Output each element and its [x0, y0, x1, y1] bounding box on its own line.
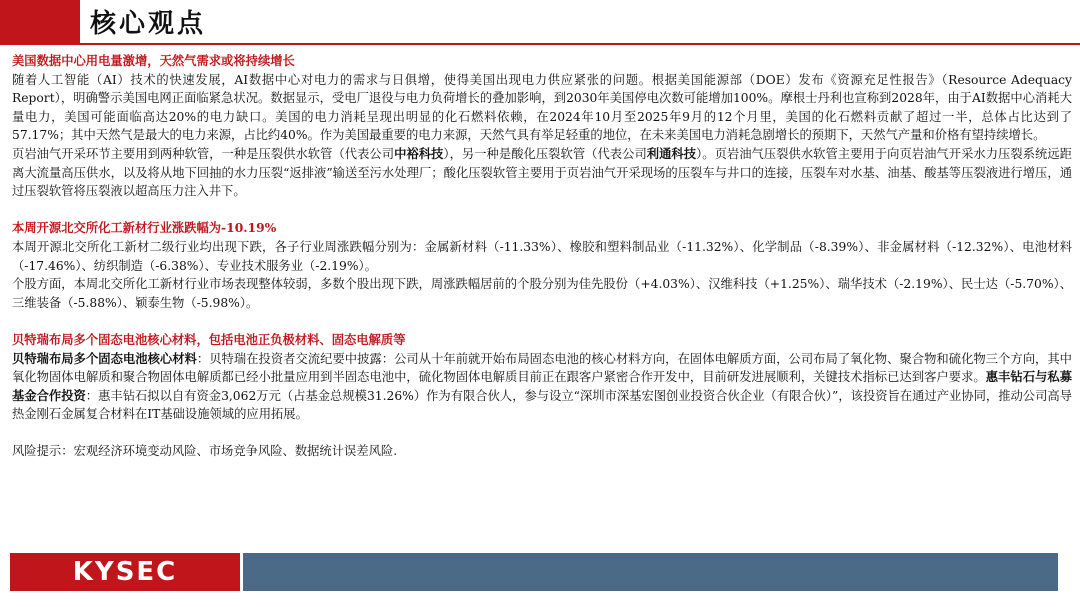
section-heading: 贝特瑞布局多个固态电池核心材料，包括电池正负极材料、固态电解质等 — [12, 331, 406, 347]
section-paragraph — [12, 71, 1072, 145]
section-heading: 本周开源北交所化工新材行业涨跌幅为-10.19% — [12, 220, 277, 236]
section-gap — [12, 424, 1072, 443]
text-run: 页岩油气开采环节主要用到两种软管，一种是压裂供水软管（代表公司 — [12, 146, 395, 161]
text-run: ）。页岩油气压裂供水软管主要用于向页岩油气开采水力压裂系统远距离大流量高压供水，以及将从地下回抽的水力压裂“返排液”输送至污水处理厂；酸化压裂软管主要用于页岩油气开采现场的压裂车与井口的连接，压裂车对水基、油基、酸基等压裂液进行增压，通过压裂软管将压裂液以超高压力注入井下。 — [12, 146, 1072, 199]
section-paragraph — [12, 275, 1072, 312]
page-title: 核心观点 — [90, 9, 207, 39]
kysec-logo: KYSEC — [72, 557, 178, 587]
risk-note: 风险提示：宏观经济环境变动风险、市场竞争风险、数据统计误差风险. — [12, 444, 398, 459]
section-gap — [12, 201, 1072, 220]
text-run: 随着人工智能（AI）技术的快速发展，AI数据中心对电力的需求与日俱增，使得美国出现电力供应紧张的问题。根据美国能源部（DOE）发布《资源充足性报告》（Resource Adequacy Report），明确警示美国电网正面临紧急状况。数据显示，受电厂退役与电力负荷增长的叠加影响，到2030年美国停电次数可能增加100%。摩根士丹利也宣称到2028年，由于AI数据中心消耗大量电力，美国可能面临高达20%的电力缺口。美国的电力消耗呈现出明显的化石燃料依赖，在2024年10月至2025年9月的12个月里，美国的化石燃料贡献了超过一半，总体占比达到了57.17%；其中天然气是最大的电力来源，占比约40%。作为美国最重要的电力来源，天然气具有举足轻重的地位，在未来美国电力消耗急剧增长的预期下，天然气产量和价格有望持续增长。 — [12, 72, 1072, 143]
text-run: 本周开源北交所化工新材二级行业均出现下跌，各子行业周涨跌幅分别为：金属新材料（-11.33%）、橡胶和塑料制品业（-11.32%）、化学制品（-8.39%）、非金属材料（-12.32%）、电池材料（-17.46%）、纺织制造（-6.38%）、专业技术服务业（-2.19%）。 — [12, 239, 1072, 273]
title-accent-block — [0, 0, 80, 44]
footer-bar — [243, 553, 1058, 591]
section-paragraph — [12, 350, 1072, 424]
text-run: 个股方面，本周北交所化工新材行业市场表现整体较弱，多数个股出现下跌，周涨跌幅居前的个股分别为佳先股份（+4.03%）、汉维科技（+1.25%）、瑞华技术（-2.19%）、民士达（-5.70%）、三维装备（-5.88%）、颖泰生物（-5.98%）。 — [12, 277, 1072, 310]
bold-text-run: 贝特瑞布局多个固态电池核心材料 — [12, 350, 197, 366]
bold-text-run: 利通科技 — [646, 145, 697, 161]
text-run: ），另一种是酸化压裂软管（代表公司 — [443, 146, 647, 161]
footer-logo-block — [10, 553, 240, 591]
section-paragraph — [12, 238, 1072, 275]
bold-text-run: 中裕科技 — [394, 145, 444, 161]
content-area — [12, 52, 1072, 461]
text-run: ：惠丰钻石拟以自有资金3,062万元（占基金总规模31.26%）作为有限合伙人，参与设立“深圳市深基宏图创业投资合伙企业（有限合伙）”，该投资旨在通过产业协同，推动公司高导热金刚石金属复合材料在IT基础设施领域的应用拓展。 — [12, 388, 1072, 422]
section-paragraph — [12, 145, 1072, 201]
section-heading: 美国数据中心用电量激增，天然气需求或将持续增长 — [12, 53, 295, 68]
title-bar — [0, 0, 1080, 44]
title-divider — [0, 43, 1080, 45]
text-run: ：贝特瑞在投资者交流纪要中披露：公司从十年前就开始布局固态电池的核心材料方向，在固体电解质方面，公司布局了氧化物、聚合物和硫化物三个方向，其中氧化物固体电解质和聚合物固体电解质都已经小批量应用到半固态电池中，硫化物固体电解质目前正在跟客户紧密合作开发中，目前研发进展顺利，关键技术指标已达到客户要求。 — [12, 351, 1072, 385]
bold-text-run: 惠丰钻石与私募基金合作投资 — [12, 369, 1072, 403]
section-gap — [12, 312, 1072, 331]
